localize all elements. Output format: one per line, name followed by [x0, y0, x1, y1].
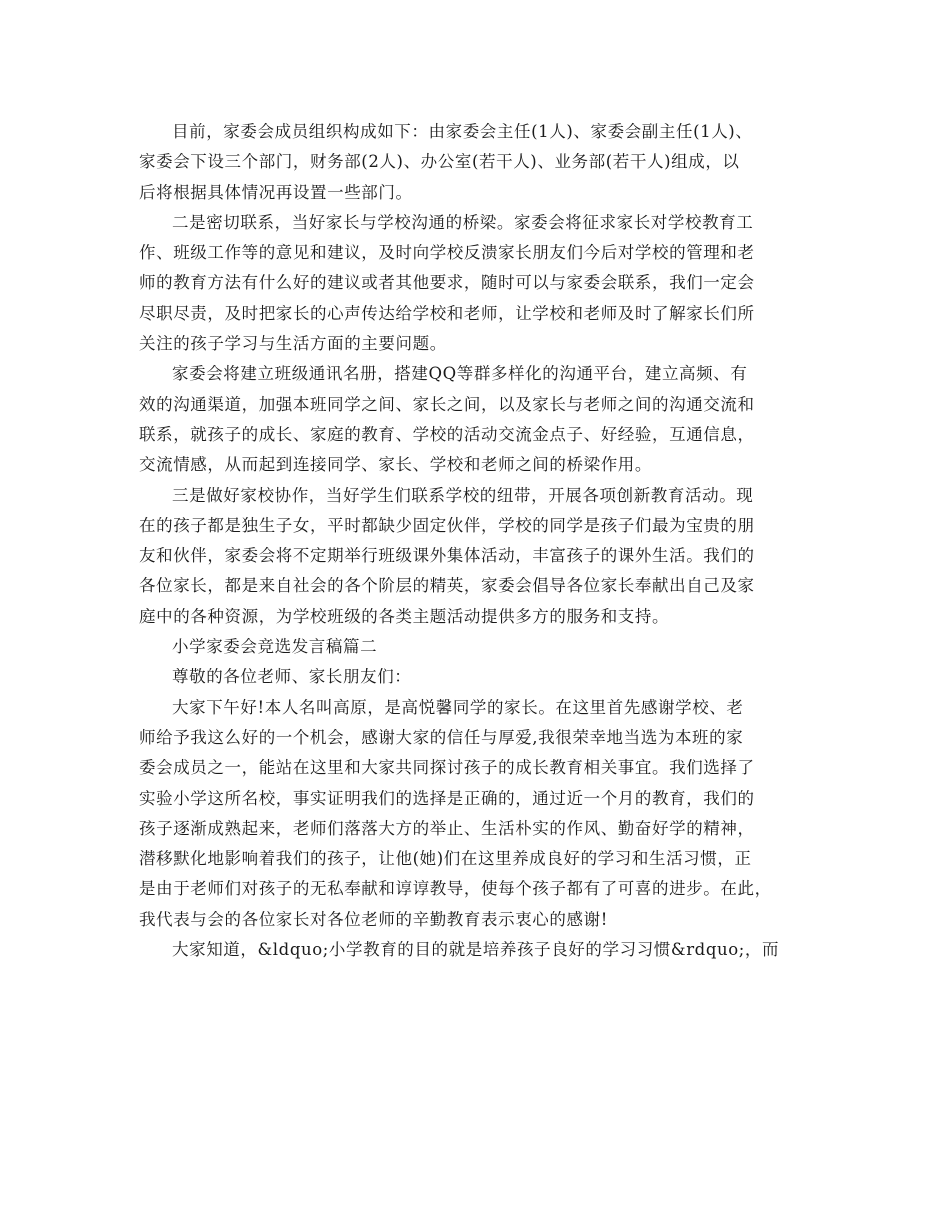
text-line: 目前，家委会成员组织构成如下：由家委会主任(1人)、家委会副主任(1人)、: [172, 122, 753, 141]
paragraph: [139, 117, 815, 208]
paragraph: [139, 481, 815, 632]
text-line: 后将根据具体情况再设置一些部门。: [139, 182, 413, 202]
text-line: 各位家长，都是来自社会的各个阶层的精英，家委会倡导各位家长奉献出自己及家: [139, 576, 755, 596]
text-line: 家委会下设三个部门，财务部(2人)、办公室(若干人)、业务部(若干人)组成，以: [139, 152, 740, 172]
paragraph: [139, 693, 815, 935]
text-line: 庭中的各种资源，为学校班级的各类主题活动提供多方的服务和支持。: [139, 606, 670, 626]
text-line: 尊敬的各位老师、家长朋友们：: [172, 667, 412, 687]
document-body: [139, 117, 815, 965]
text-line: 联系，就孩子的成长、家庭的教育、学校的活动交流金点子、好经验，互通信息，: [139, 424, 755, 444]
text-line: 在的孩子都是独生子女，平时都缺少固定伙伴，学校的同学是孩子们最为宝贵的朋: [139, 515, 755, 535]
paragraph: [139, 208, 815, 359]
text-line: 师给予我这么好的一个机会，感谢大家的信任与厚爱,我很荣幸地当选为本班的家: [139, 727, 744, 747]
text-line: 交流情感，从而起到连接同学、家长、学校和老师之间的桥梁作用。: [139, 455, 652, 475]
text-line: 作、班级工作等的意见和建议，及时向学校反溃家长朋友们今后对学校的管理和老: [139, 243, 755, 263]
text-line: 潜移默化地影响着我们的孩子，让他(她)们在这里养成良好的学习和生活习惯，正: [139, 849, 752, 869]
text-line: 师的教育方法有什么好的建议或者其他要求，随时可以与家委会联系，我们一定会: [139, 273, 755, 293]
text-line: 大家下午好!本人名叫高原，是高悦馨同学的家长。在这里首先感谢学校、老: [172, 697, 744, 717]
text-line: 孩子逐渐成熟起来，老师们落落大方的举止、生活朴实的作风、勤奋好学的精神，: [139, 818, 755, 838]
text-line: 是由于老师们对孩子的无私奉献和谆谆教导，使每个孩子都有了可喜的进步。在此，: [139, 879, 772, 899]
paragraph: [139, 359, 815, 480]
text-line: 尽职尽责，及时把家长的心声传达给学校和老师，让学校和老师及时了解家长们所: [139, 303, 755, 323]
text-line: 我代表与会的各位家长对各位老师的辛勤教育表示衷心的感谢!: [139, 909, 608, 929]
text-line: 小学家委会竞选发言稿篇二: [172, 637, 378, 657]
text-line: 委会成员之一，能站在这里和大家共同探讨孩子的成长教育相关事宜。我们选择了: [139, 758, 755, 778]
text-line: 实验小学这所名校，事实证明我们的选择是正确的，通过近一个月的教育，我们的: [139, 788, 755, 808]
section-heading: [139, 632, 815, 662]
section-heading: [139, 662, 815, 692]
text-line: 关注的孩子学习与生活方面的主要问题。: [139, 334, 447, 354]
text-line: 大家知道，&ldquo;小学教育的目的就是培养孩子良好的学习习惯&rdquo;，而: [172, 940, 780, 960]
text-line: 效的沟通渠道，加强本班同学之间、家长之间，以及家长与老师之间的沟通交流和: [139, 394, 755, 414]
paragraph: [139, 935, 815, 965]
text-line: 三是做好家校协作，当好学生们联系学校的纽带，开展各项创新教育活动。现: [172, 485, 754, 505]
text-line: 友和伙伴，家委会将不定期举行班级课外集体活动，丰富孩子的课外生活。我们的: [139, 546, 755, 566]
text-line: 家委会将建立班级通讯名册，搭建QQ等群多样化的沟通平台，建立高频、有: [172, 364, 748, 384]
text-line: 二是密切联系，当好家长与学校沟通的桥梁。家委会将征求家长对学校教育工: [172, 212, 754, 232]
